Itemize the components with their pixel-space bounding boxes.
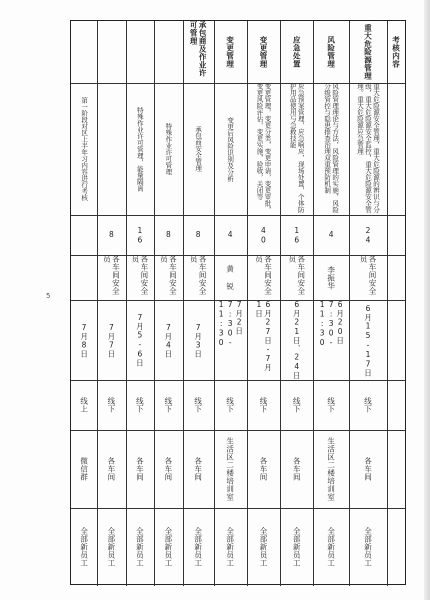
table-cell-mode [71, 380, 97, 430]
table-cell-text: 应急预案管理，应急响应，现场处置，个体防护用品使用与急救技能 [288, 83, 305, 213]
table-cell-content [247, 83, 280, 215]
table-cell-teacher [97, 255, 126, 300]
table-cell-text: 16 [135, 225, 145, 245]
table-cell-hours [247, 215, 280, 255]
table-cell-text: 特殊作业许可管理 [164, 123, 173, 175]
table-cell-text: 生活区二楼培训室 [225, 437, 235, 501]
table-cell-text: 7月3日 [193, 322, 203, 358]
table-cell-text: 全部新员工 [135, 527, 145, 567]
table-cell-text: 全部新员工 [106, 527, 116, 567]
table-cell-place [247, 430, 280, 508]
table-cell-teacher [154, 255, 183, 300]
table-cell-text: 线下 [225, 397, 235, 413]
table-cell-content [313, 83, 349, 215]
table-cell-text: 变更后风险识别及分析 [226, 116, 235, 182]
table-cell-text: 变更管理 [258, 36, 268, 68]
table-cell-hours [126, 215, 155, 255]
table-cell-text: 重大危险源管理 [363, 24, 373, 80]
table-cell-text: 黄 锐 [225, 264, 235, 291]
table-cell-place [349, 430, 387, 508]
table-cell-text: 各车间 [163, 457, 173, 481]
table-cell-text: 各车间安全员 [287, 255, 306, 295]
table-cell-text: 承包商安全管理 [194, 126, 203, 172]
table-cell-text: 8 [163, 230, 173, 240]
table-cell-mode [126, 380, 155, 430]
table-cell-mode [97, 380, 126, 430]
table-cell-place [280, 430, 313, 508]
table-cell-text: 7月4日 [163, 322, 173, 358]
table-cell-text: 线下 [258, 397, 268, 413]
table-cell-content [126, 83, 155, 215]
table-cell-hours [183, 215, 214, 255]
table-cell-audience [183, 508, 214, 586]
table-cell-text: 全部新员工 [163, 527, 173, 567]
table-cell-content [214, 83, 247, 215]
table-cell-text: 应急处置 [292, 36, 302, 68]
table-header-text: 考核内容 [391, 36, 401, 68]
table-cell-text: 24 [363, 225, 373, 245]
table-cell-content [71, 83, 97, 215]
table-cell-text: 6月20日 7:30-11:30 [317, 300, 345, 348]
table-cell-date [71, 300, 97, 380]
table-cell-teacher [214, 255, 247, 300]
table-cell-content [154, 83, 183, 215]
table-cell-place [97, 430, 126, 508]
table-cell-category [183, 21, 214, 83]
table-cell-date [280, 300, 313, 380]
table-cell-text: 各车间 [363, 457, 373, 481]
table-column-divider [387, 21, 388, 586]
table-cell-audience [71, 508, 97, 586]
table-cell-text: 全部新员工 [363, 527, 373, 567]
table-cell-teacher [126, 255, 155, 300]
table-cell-text: 李振华 [326, 265, 336, 290]
table-cell-text: 全部新员工 [79, 527, 89, 567]
table-cell-text: 7月7日 [106, 322, 116, 358]
table-cell-text: 8 [193, 230, 203, 240]
table-cell-text: 各车间 [292, 457, 302, 481]
table-cell-hours [97, 215, 126, 255]
table-cell-audience [97, 508, 126, 586]
table-cell-audience [349, 508, 387, 586]
table-cell-text: 8 [106, 230, 116, 240]
table-cell-text: 全部新员工 [193, 527, 203, 567]
table-cell-audience [313, 508, 349, 586]
table-cell-mode [280, 380, 313, 430]
table-cell-text: 全部新员工 [326, 527, 336, 567]
table-cell-audience [214, 508, 247, 586]
table-cell-mode [214, 380, 247, 430]
table-cell-text: 4 [326, 230, 336, 240]
table-cell-place [71, 430, 97, 508]
table-cell-text: 微信群 [79, 457, 89, 481]
table-cell-teacher [313, 255, 349, 300]
table-cell-text: 线下 [163, 397, 173, 413]
table-cell-text: 线下 [326, 397, 336, 413]
table-cell-text: 各车间 [258, 457, 268, 481]
table-cell-text: 风险管理理论与方法，风险管理的实施，风险分级管控与隐患排查治理双重预防机制 [323, 83, 340, 213]
table-cell-category [280, 21, 313, 83]
table-cell-text: 线下 [292, 397, 302, 413]
table-cell-content [183, 83, 214, 215]
table-cell-mode [313, 380, 349, 430]
table-cell-text: 6月21日、24日 [292, 300, 302, 380]
table-cell-place [154, 430, 183, 508]
table-cell-text: 6月15-17日 [363, 303, 373, 377]
table-cell-place [313, 430, 349, 508]
table-cell-category [214, 21, 247, 83]
table-cell-text: 各车间安全员 [102, 255, 121, 295]
table-cell-text: 线下 [135, 397, 145, 413]
table-cell-audience [247, 508, 280, 586]
table-cell-hours [349, 215, 387, 255]
table-cell-text: 全部新员工 [292, 527, 302, 567]
table-cell-text: 各车间 [106, 457, 116, 481]
table-cell-text: 各车间安全员 [358, 255, 377, 295]
table-cell-text: 线下 [106, 397, 116, 413]
table-cell-mode [349, 380, 387, 430]
table-cell-text: 线下 [363, 397, 373, 413]
table-cell-text: 各车间 [193, 457, 203, 481]
table-cell-date [183, 300, 214, 380]
schedule-table [70, 20, 406, 585]
table-cell-date [126, 300, 155, 380]
table-cell-text: 全部新员工 [258, 527, 268, 567]
table-cell-text: 6月27日-7月1日 [254, 300, 273, 372]
table-cell-text: 16 [292, 225, 302, 245]
table-cell-text: 各车间 [135, 457, 145, 481]
table-cell-text: 7月2日 7:30-11:30 [216, 300, 244, 348]
table-cell-category [313, 21, 349, 83]
table-cell-place [214, 430, 247, 508]
table-cell-text: 各车间安全员 [189, 255, 208, 295]
table-cell-text: 重大危险源安全管理，重大危险源的辨识与分级，重大危险源安全监控，重大危险源安全管理。重大危险源应急管理 [355, 83, 380, 213]
table-cell-text: 变更管理，变更分类，变更申请，变更审批，变更风险评估，变更实施，验收，关闭等 [255, 83, 272, 213]
table-cell-date [154, 300, 183, 380]
table-cell-category [349, 21, 387, 83]
table-cell-content [280, 83, 313, 215]
table-cell-text: 承包商及作业许可管理 [189, 21, 208, 77]
table-cell-text: 生活区二楼培训室 [326, 437, 336, 501]
table-cell-date [214, 300, 247, 380]
table-cell-text: 风险管理 [326, 36, 336, 68]
table-cell-date [313, 300, 349, 380]
table-cell-hours [214, 215, 247, 255]
table-cell-text: 线下 [193, 397, 203, 413]
table-cell-place [183, 430, 214, 508]
table-cell-teacher [280, 255, 313, 300]
page-number: 5 [46, 292, 51, 300]
table-header-cell [387, 21, 405, 83]
table-cell-mode [154, 380, 183, 430]
table-cell-date [349, 300, 387, 380]
table-cell-text: 7月8日 [79, 322, 89, 358]
table-cell-teacher [183, 255, 214, 300]
page-edge-shadow [424, 0, 430, 600]
table-cell-hours [280, 215, 313, 255]
table-cell-teacher [349, 255, 387, 300]
table-cell-date [97, 300, 126, 380]
table-cell-date [247, 300, 280, 380]
table-cell-text: 40 [258, 225, 268, 245]
table-cell-hours [313, 215, 349, 255]
table-cell-text: 7月5-6日 [135, 313, 145, 367]
table-cell-mode [247, 380, 280, 430]
table-cell-audience [280, 508, 313, 586]
table-cell-audience [154, 508, 183, 586]
table-cell-place [126, 430, 155, 508]
table-cell-content [349, 83, 387, 215]
table-cell-text: 4 [225, 230, 235, 240]
table-cell-text: 各车间安全员 [159, 255, 178, 295]
table-cell-text: 第一阶段对区上半年习内容进行考核 [80, 97, 89, 201]
table-cell-text: 线上 [79, 397, 89, 413]
table-cell-mode [183, 380, 214, 430]
table-cell-text: 变更管理 [225, 36, 235, 68]
table-cell-text: 特殊作业许可管理，能量隔离 [135, 106, 144, 192]
table-cell-text: 全部新员工 [225, 527, 235, 567]
table-cell-text: 各车间安全员 [254, 255, 273, 295]
table-cell-audience [126, 508, 155, 586]
table-cell-text: 各车间安全员 [130, 255, 149, 295]
table-cell-hours [154, 215, 183, 255]
table-cell-category [247, 21, 280, 83]
table-cell-teacher [247, 255, 280, 300]
